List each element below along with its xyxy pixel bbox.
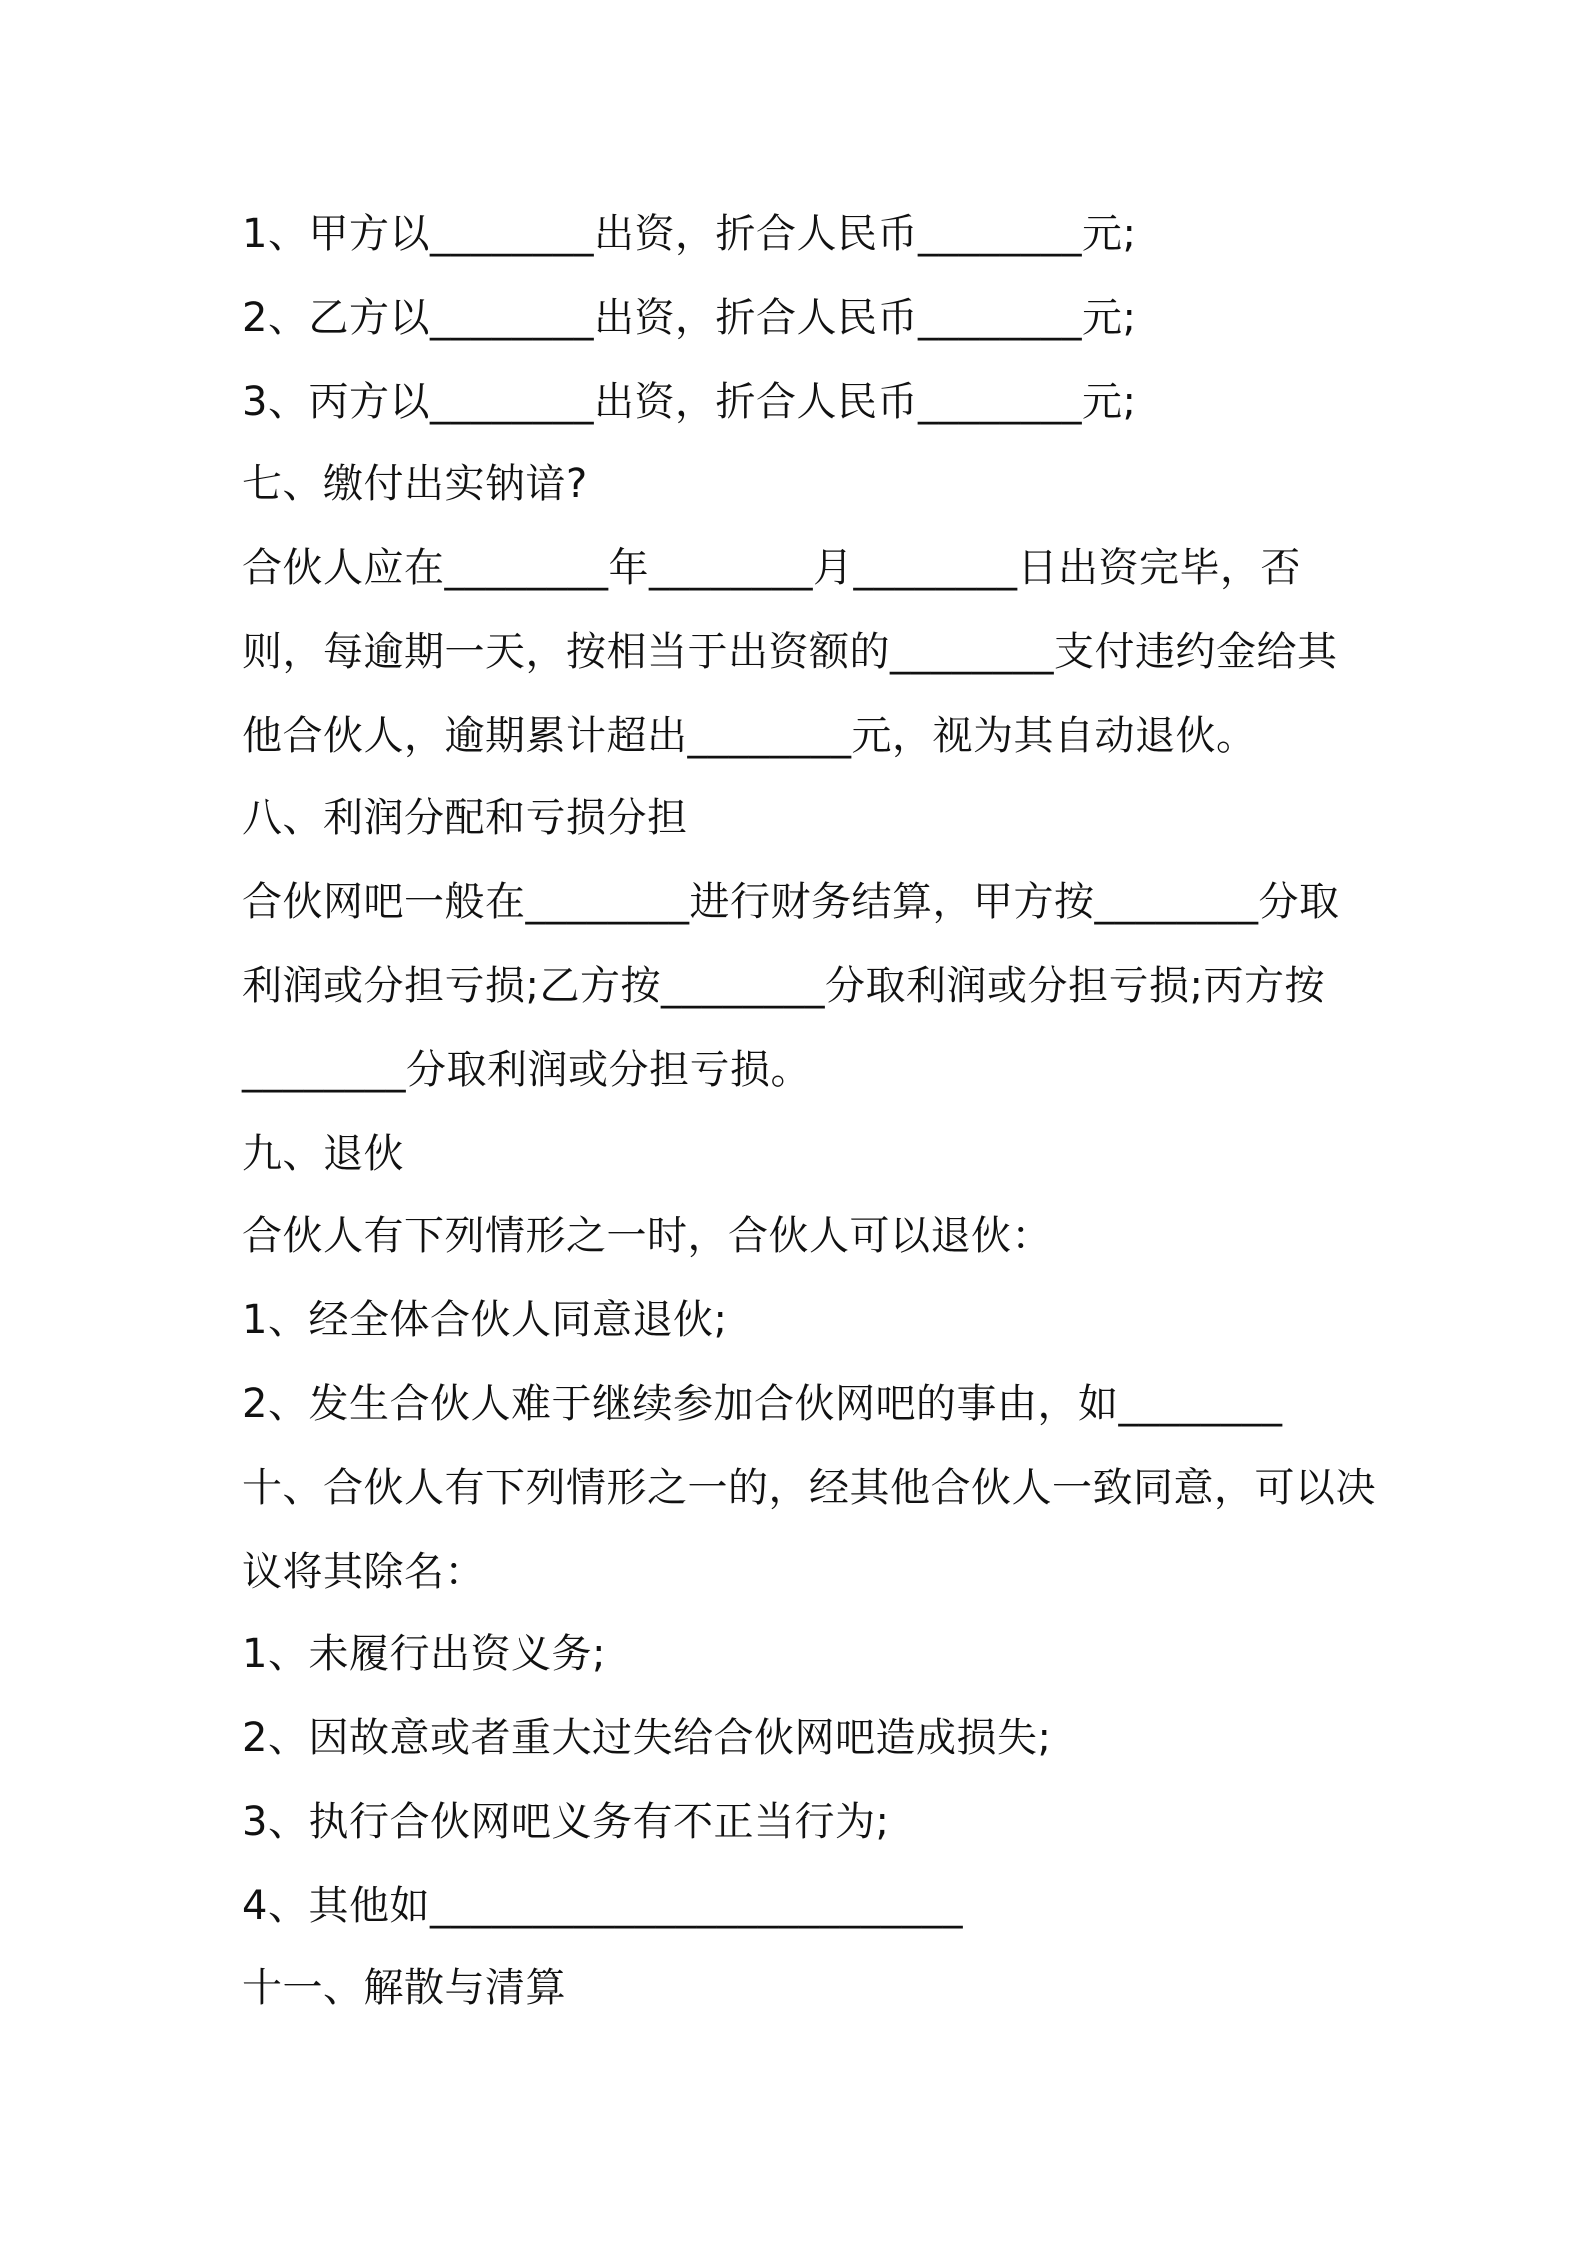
text-line: 1、未履行出资义务; (242, 1631, 606, 1677)
text-line: 则，每逾期一天，按相当于出资额的________支付违约金给其 (242, 629, 1338, 675)
text-line: 3、丙方以________出资，折合人民币________元; (242, 379, 1137, 425)
text-line: 1、甲方以________出资，折合人民币________元; (242, 211, 1137, 257)
text-line: 合伙网吧一般在________进行财务结算，甲方按________分取 (242, 879, 1340, 925)
text-line: 1、经全体合伙人同意退伙; (242, 1297, 728, 1343)
section-heading: 八、利润分配和亏损分担 (242, 795, 688, 841)
text-line: 2、乙方以________出资，折合人民币________元; (242, 295, 1137, 341)
text-line: 2、因故意或者重大过失给合伙网吧造成损失; (242, 1715, 1052, 1761)
text-line: 4、其他如__________________________ (242, 1883, 963, 1929)
section-heading: 十、合伙人有下列情形之一的，经其他合伙人一致同意，可以决 (242, 1465, 1376, 1511)
section-heading: 七、缴付出实钠谙? (242, 461, 588, 507)
text-line: 他合伙人，逾期累计超出________元，视为其自动退伙。 (242, 713, 1257, 759)
text-line: 议将其除名： (242, 1549, 485, 1595)
text-line: 合伙人有下列情形之一时，合伙人可以退伙： (242, 1213, 1052, 1259)
text-line: 利润或分担亏损;乙方按________分取利润或分担亏损;丙方按 (242, 963, 1325, 1009)
section-heading: 十一、解散与清算 (242, 1965, 566, 2011)
text-line: 2、发生合伙人难于继续参加合伙网吧的事由，如________ (242, 1381, 1283, 1427)
text-line: 合伙人应在________年________月________日出资完毕，否 (242, 545, 1301, 591)
text-line: 3、执行合伙网吧义务有不正当行为; (242, 1799, 890, 1845)
section-heading: 九、退伙 (242, 1131, 404, 1177)
text-line: ________分取利润或分担亏损。 (242, 1047, 811, 1093)
